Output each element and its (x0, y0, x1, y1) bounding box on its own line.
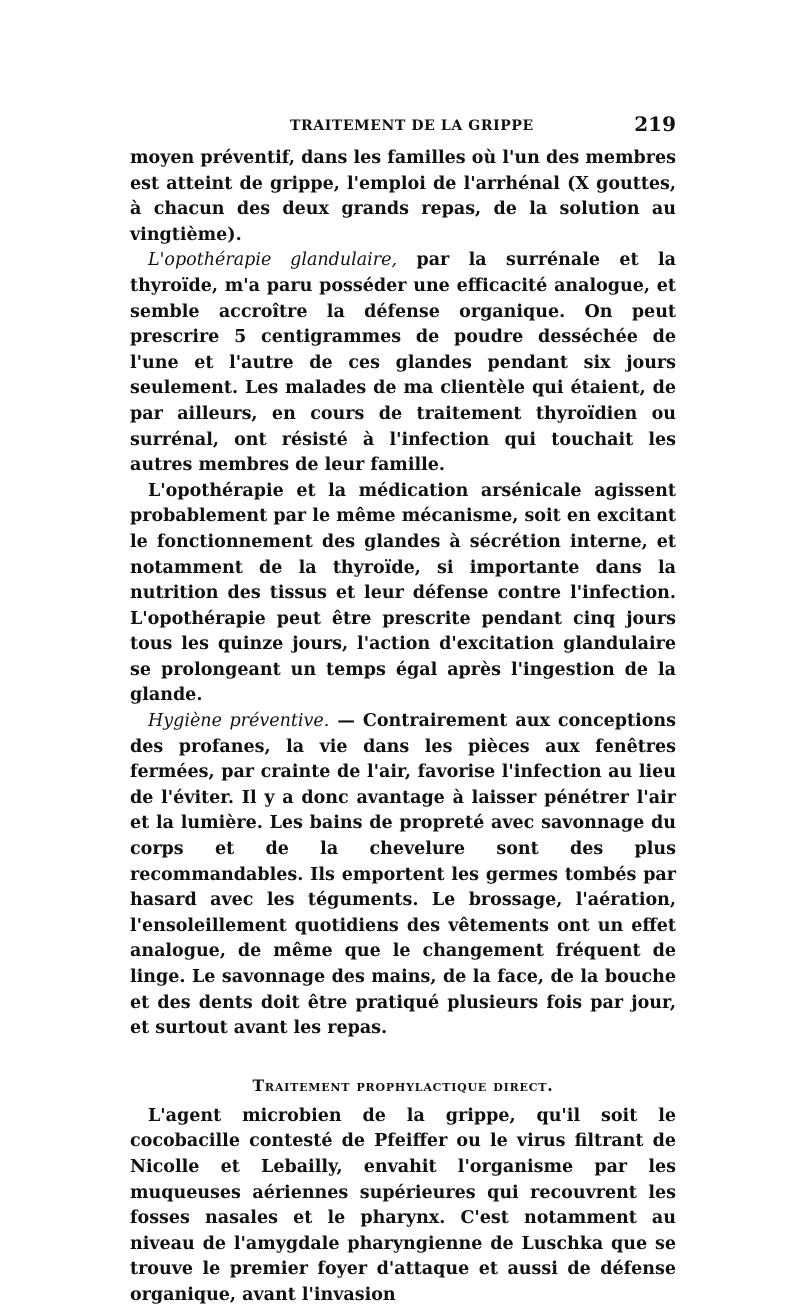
paragraph-hygiene (130, 709, 676, 1042)
hygiene-term: Hygiène préventive. (148, 711, 330, 732)
hygiene-text: — Contrairement aux conceptions des profanes, la vie dans les pièces aux fenêtres fermées, par crainte de l'air, favorise l'infection au lieu de l'éviter. Il y a donc avantage à laisser pénétrer l'air et la lumière. Les bains de propreté avec savonnage du corps et de la chevelure sont des plus recommandables. Ils emportent les germes tombés par hasard avec les téguments. Le brossage, l'aération, l'ensoleillement quotidiens des vêtements ont un effet analogue, de même que le changement fréquent de linge. Le savonnage des mains, de la face, de la bouche et des dents doit être pratiqué plusieurs fois par jour, et surtout avant les repas. (130, 711, 676, 1039)
paragraph-mecanisme: L'opothérapie et la médication arsénicale agissent probablement par le même mécanisme, soit en excitant le fonctionnement des glandes à sécrétion interne, et notamment de la thyroïde, si importante dans la nutrition des tissus et leur défense contre l'infection. L'opothérapie peut être prescrite pendant cinq jours tous les quinze jours, l'action d'excitation glandulaire se prolongeant un temps égal après l'ingestion de la glande. (130, 480, 676, 706)
paragraph-arrhenal: moyen préventif, dans les familles où l'un des membres est atteint de grippe, l'emploi de l'arrhénal (X gouttes, à chacun des deux grands repas, de la solution au vingtième). (130, 148, 676, 245)
page-number: 219 (634, 112, 676, 136)
opotherapie-text: par la surrénale et la thyroïde, m'a paru posséder une efficacité analogue, et semble accroître la défense organique. On peut prescrire 5 centigrammes de poudre desséchée de l'une et l'autre de ces glandes pendant six jours seulement. Les malades de ma clientèle qui étaient, de par ailleurs, en cours de traitement thyroïdien ou surrénal, ont résisté à l'infection qui touchait les autres membres de leur famille. (130, 250, 676, 476)
paragraph-opotherapie (130, 248, 676, 478)
section-heading: Traitement prophylactique direct. (252, 1075, 554, 1095)
paragraph-agent-microbien: L'agent microbien de la grippe, qu'il soit le cocobacille contesté de Pfeiffer ou le virus filtrant de Nicolle et Lebailly, envahit l'organisme par les muqueuses aériennes supérieures qui recouvrent les fosses nasales et le pharynx. C'est notamment au niveau de l'amygdale pharyngienne de Luschka que se trouve le premier foyer d'attaque et aussi de défense organique, avant l'invasion (130, 1105, 676, 1305)
book-page (130, 112, 676, 1309)
running-header (130, 112, 676, 146)
opotherapie-term: L'opothérapie glandulaire, (148, 250, 398, 271)
running-title: TRAITEMENT DE LA GRIPPE (290, 118, 534, 134)
